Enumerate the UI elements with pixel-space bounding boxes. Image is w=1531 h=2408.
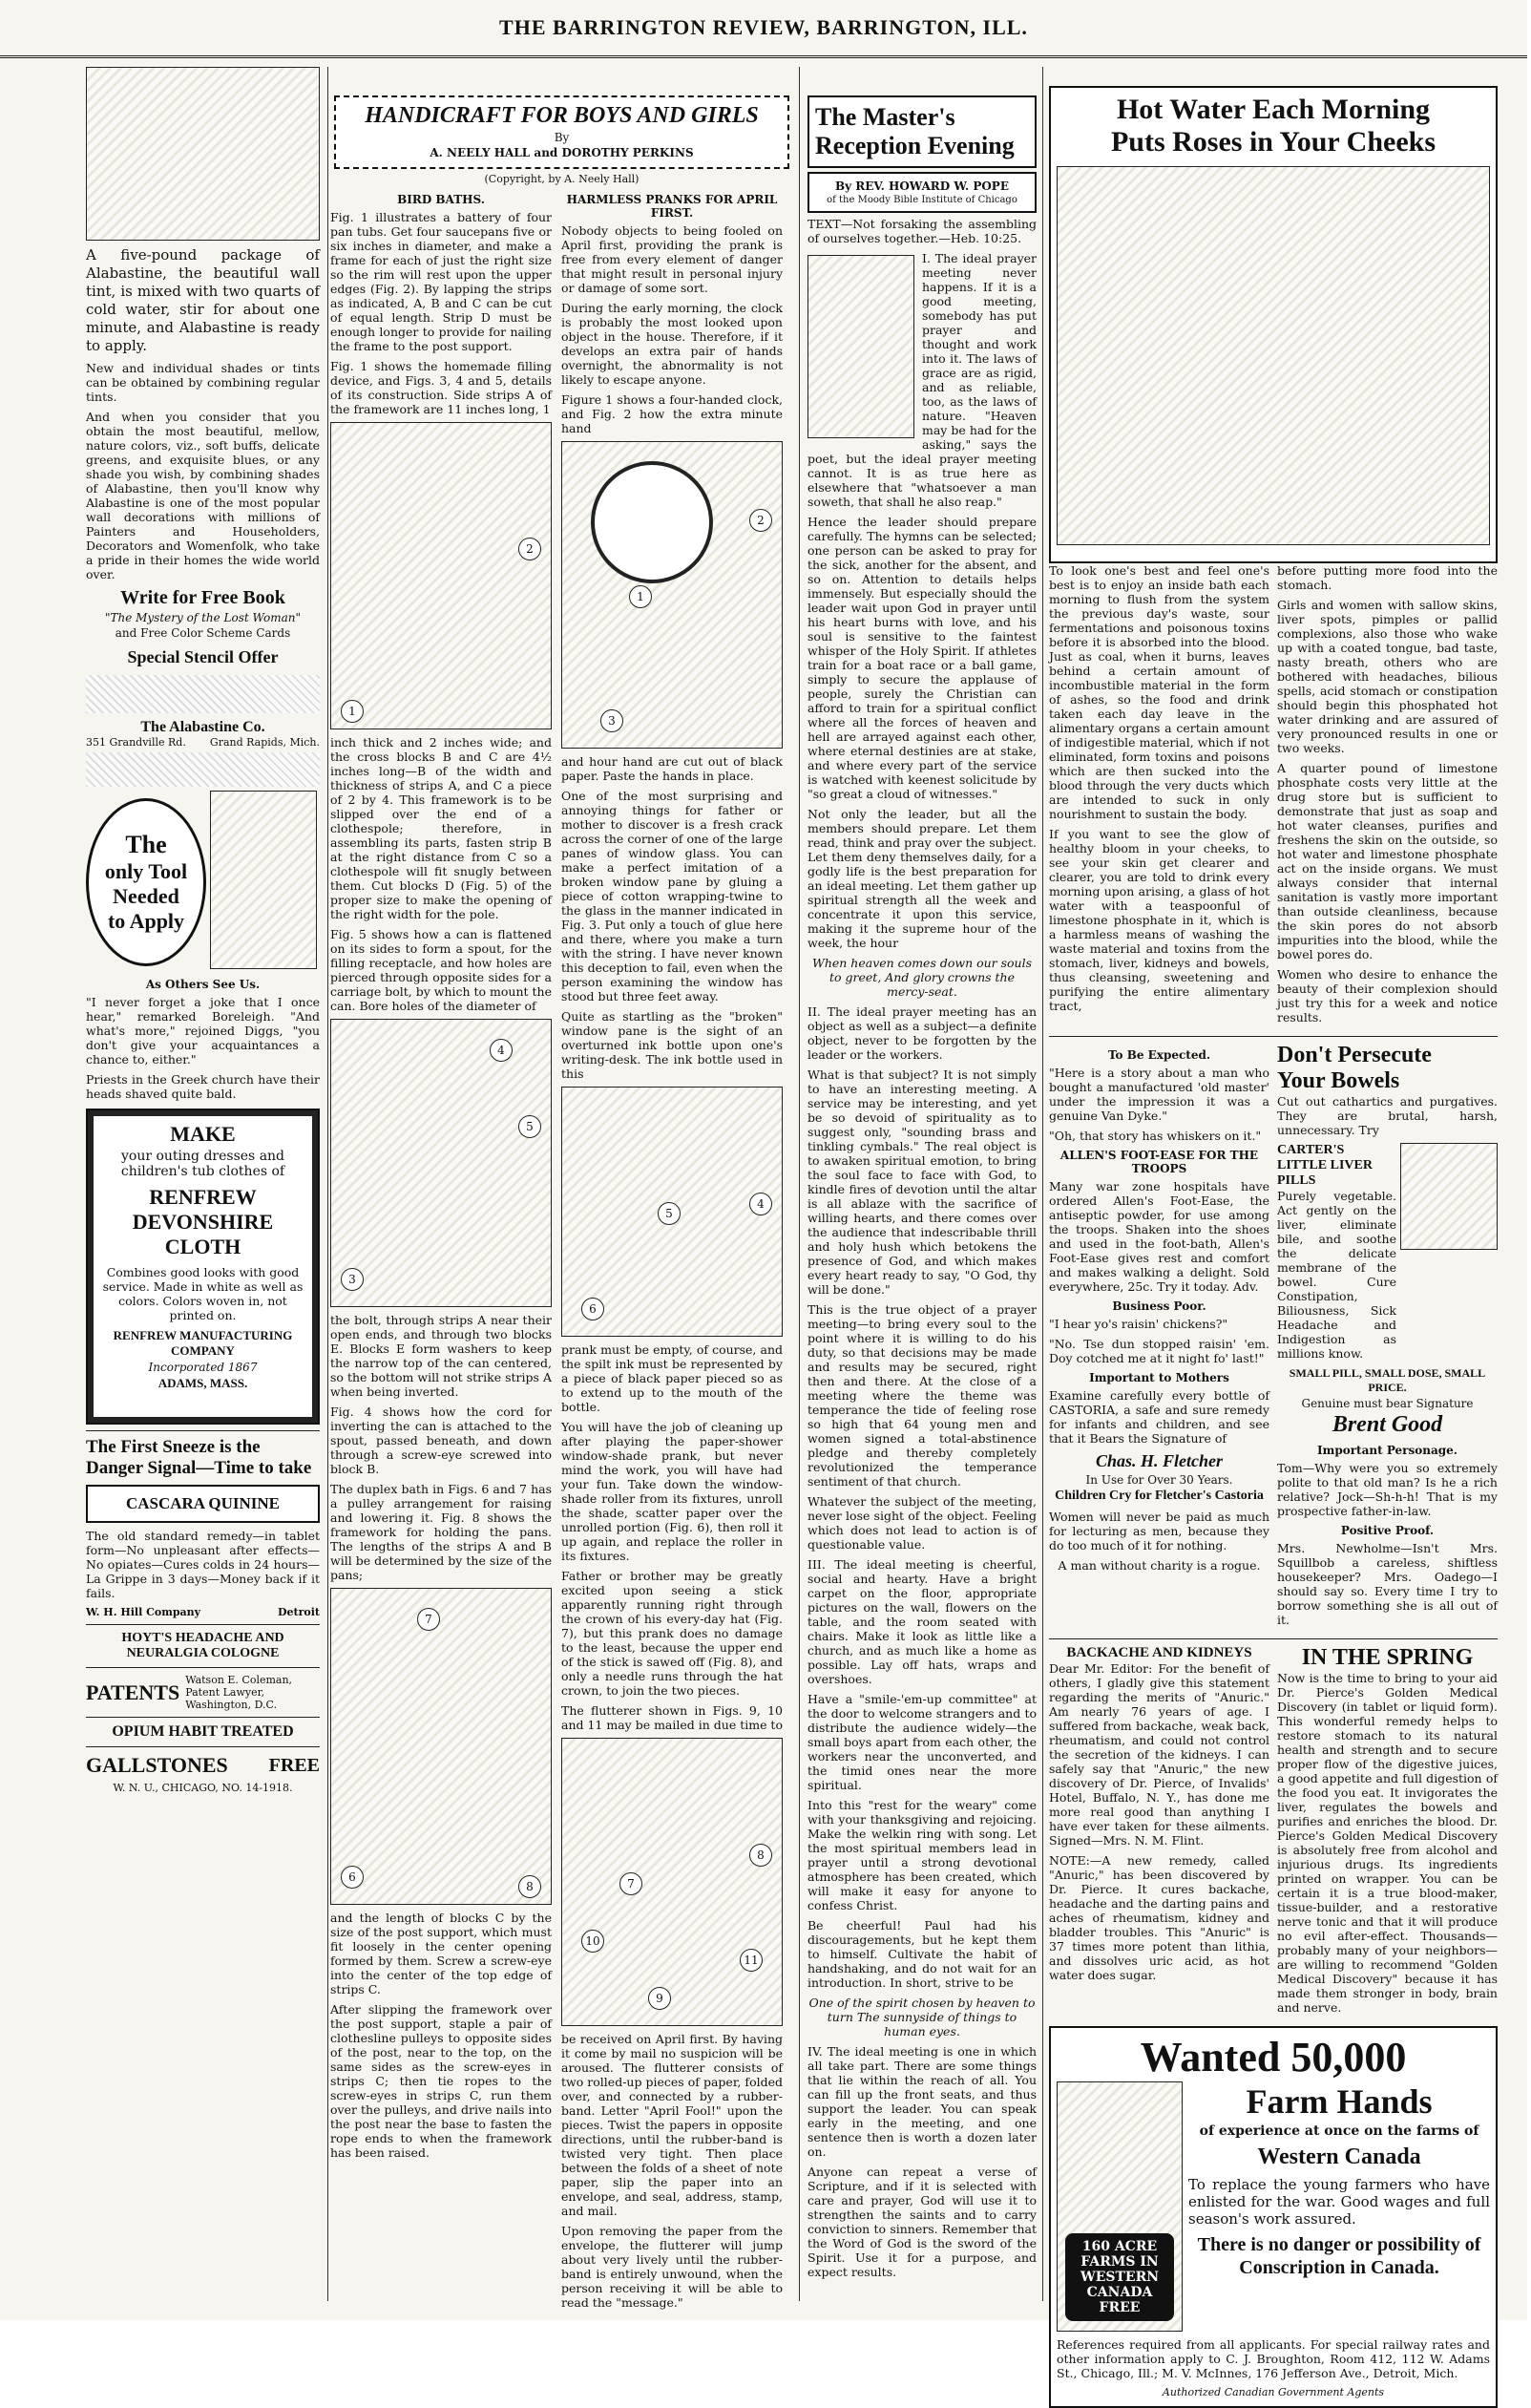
- patents-row: [86, 1674, 320, 1711]
- renfrew-make: MAKE: [170, 1122, 236, 1146]
- bird-baths-p2: Fig. 1 shows the homemade filling device, and Figs. 3, 4 and 5, details of its construction. Side strips A of the framework are 11 inches long, 1: [330, 359, 552, 416]
- stencil-offer: Special Stencil Offer: [127, 647, 279, 666]
- company-address: 351 Grandville Rd.: [86, 736, 186, 749]
- pranks-p16: Father or brother may be greatly excited upon seeing a stick apparently running right through the crown of his every-day hat (Fig. 7), but this prank does no damage to the least, because the upper end of the stick is sawed off (Fig. 8), and only a needle runs through the hat crown, to join the two pieces.: [561, 1569, 783, 1698]
- important-to-mothers: Important to Mothers: [1089, 1371, 1229, 1384]
- column-handicraft: [325, 67, 800, 2310]
- hill-city: Detroit: [277, 1606, 320, 1618]
- expected-1: "Here is a story about a man who bought a manufactured 'old master' under the impression it was a genuine Van Dyke.": [1049, 1066, 1269, 1123]
- pranks-p15: You will have the job of cleaning up after playing the paper-shower window-shade prank, but never mind the work, you will have had your fun. Take down the window-shade roller from its fixtures, unroll the shade, scatter paper over the unrolled portion (Fig. 6), then roll it up again, and replace the roller in its fixtures.: [561, 1420, 783, 1563]
- pranks-p14: prank must be empty, of course, and the spilt ink must be represented by a piece of black paper pieced so as to extend up to the mouth of the bottle.: [561, 1342, 783, 1414]
- sermon-p9: Have a "smile-'em-up committee" at the door to welcome strangers and to distribute the audience widely—the small boys apart from each other, the workers near the unconverted, and the timid ones near the more spiritual.: [807, 1692, 1037, 1792]
- children-cry: Children Cry for Fletcher's Castoria: [1055, 1489, 1264, 1503]
- pope-portrait: [807, 255, 914, 438]
- opium-habit: OPIUM HABIT TREATED: [112, 1723, 294, 1740]
- business-2: "No. Tse dun stopped raisin' 'em. Doy cotched me at it night fo' last!": [1049, 1337, 1269, 1365]
- handicraft-authors: A. NEELY HALL and DOROTHY PERKINS: [430, 146, 694, 159]
- handicraft-by: By: [554, 131, 570, 144]
- to-be-expected: To Be Expected.: [1107, 1048, 1211, 1062]
- bird-baths-p18: and the length of blocks C by the size of the post support, which must fit loosely in the center opening formed by them. Screw a screw-eye into the center of the top edge of strips C.: [330, 1911, 552, 1996]
- joke-boreleigh: "I never forget a joke that I once hear," remarked Boreleigh. "And what's more," rejoined Diggs, "you don't give your acquaintances a chance to, either.": [86, 995, 320, 1067]
- renfrew-city: ADAMS, MASS.: [157, 1376, 248, 1390]
- hot-water-p1: To look one's best and feel one's best is to enjoy an inside bath each morning to flush from the system the previous day's waste, sour fermentations and poisonous toxins before it is absorbed into the blood. Just as coal, when it burns, leaves behind a certain amount of incombustible material in the form of ashes, so the food and drink taken each day leave in the alimentary organs a certain amount of indigestible material, which if not eliminated, form toxins and poisons which are then sucked into the blood through the very ducts which are intended to suck in only nourishment to sustain the body.: [1049, 563, 1269, 821]
- farm-hands: Farm Hands: [1246, 2082, 1433, 2121]
- sermon-p13: Anyone can repeat a verse of Scripture, and if it is selected with care and prayer, God will use it to strengthen the saints and to carry conviction to sinners. Remember that the Word of God is the sword of the Spirit. Use it for a purpose, and expect results.: [807, 2165, 1037, 2279]
- cut-out-cathartics: Cut out cathartics and purgatives. They are brutal, harsh, unnecessary. Try: [1277, 1094, 1498, 1137]
- your-bowels: Your Bowels: [1277, 1068, 1400, 1093]
- in-use-30-years: In Use for Over 30 Years.: [1085, 1473, 1233, 1487]
- cascara-desc: The old standard remedy—in tablet form—No unpleasant after effects—No opiates—Cures colds in 24 hours—La Grippe in 3 days—Money back if it fails.: [86, 1529, 320, 1600]
- fig-bird-bath-3: 3 4 5: [330, 1019, 552, 1307]
- dont-persecute: Don't Persecute: [1277, 1043, 1432, 1067]
- fig-flutterer: 7 8 9 10 11: [561, 1738, 783, 2026]
- in-the-spring: IN THE SPRING: [1301, 1645, 1474, 1670]
- middle-ads-left: [1049, 1043, 1269, 1633]
- sermon-title: The Master's Reception Evening: [815, 103, 1015, 159]
- hot-water-ad: [1049, 86, 1498, 563]
- sermon-p8: III. The ideal meeting is cheerful, social and hearty. Have a bright carpet on the floor, appropriate pictures on the wall, flowers on the table, and the room seated with chairs. Make it look as little like a church, and as much like a home as possible. Lay off hats, wraps and overshoes.: [807, 1557, 1037, 1686]
- cascara-box: [86, 1485, 320, 1523]
- hot-water-col-b: [1277, 563, 1498, 1030]
- package-fine-print: [86, 752, 320, 787]
- bird-baths-p13: The duplex bath in Figs. 6 and 7 has a pulley arrangement for raising and lowering it. Fig. 8 shows the framework for holding the pans. The lengths of the strips A and B will be determined by the size of the pans;: [330, 1482, 552, 1582]
- gallstones-row: [86, 1753, 320, 1778]
- alabastine-text: A five-pound package of Alabastine, the beautiful wall tint, is mixed with two quarts of cold water, stir for about one minute, and Alabastine is ready to apply.: [86, 246, 320, 354]
- sermon-verse: When heaven comes down our souls to greet, And glory crowns the mercy-seat.: [811, 956, 1033, 999]
- as-others-see-us: As Others See Us.: [145, 978, 261, 991]
- backache-text: Dear Mr. Editor: For the benefit of others, I gladly give this statement regarding the merits of "Anuric." Am nearly 76 years of age. I suffered from backache, weak back, rheumatism, and could not control the secretion of the kidneys. I can safely say that "Anuric," the new discovery of Dr. Pierce, of Invalids' Hotel, Buffalo, N. Y., has done me more real good than anything I have ever taken for these ailments. Signed—Mrs. N. M. Flint.: [1049, 1661, 1269, 1848]
- pranks-p10: Quite as startling as the "broken" window pane is the sight of an overturned ink bottle upon one's writing-desk. The ink bottle used in this: [561, 1009, 783, 1081]
- masthead: [0, 0, 1527, 58]
- masthead-title: THE BARRINGTON REVIEW, BARRINGTON, ILL.: [499, 15, 1028, 39]
- sermon-institute: of the Moody Bible Institute of Chicago: [827, 195, 1017, 205]
- patents-lawyer: Watson E. Coleman, Patent Lawyer, Washington, D.C.: [185, 1674, 293, 1711]
- carters-pills: CARTER'S LITTLE LIVER PILLS: [1277, 1143, 1373, 1188]
- bird-baths-p11: the bolt, through strips A near their open ends, and through two blocks E. Blocks E form washers to keep the narrow top of the can centered, so the bottom will not strike strips A when being inverted.: [330, 1313, 552, 1399]
- positive-proof: Positive Proof.: [1340, 1524, 1435, 1537]
- hot-water-p4: Girls and women with sallow skins, liver spots, pimples or pallid complexions, also those who wake up with a coated tongue, bad taste, nasty breath, others who are bothered with headaches, bilious spells, acid stomach or constipation should begin this phosphated hot water drinking and are assured of very pronounced results in one or two weeks.: [1277, 598, 1498, 755]
- pranks-p3: Nobody objects to being fooled on April first, providing the prank is free from every element of danger that might result in personal injury or damage of some sort.: [561, 223, 783, 295]
- column-sermon: [802, 67, 1043, 2301]
- fig-ink-bottle: 4 5 6: [561, 1087, 783, 1337]
- fig-bird-bath-1: 1 2: [330, 422, 552, 729]
- hill-company: W. H. Hill Company: [86, 1606, 201, 1618]
- hill-row: [86, 1606, 320, 1618]
- only-tool-line-1: The: [125, 831, 167, 858]
- woman-drinking-image: [1057, 166, 1490, 545]
- middle-ads: [1049, 1043, 1498, 1633]
- replace-farmers: To replace the young farmers who have enlisted for the war. Good wages and full season's work assured.: [1188, 2176, 1490, 2228]
- brush-image: [210, 791, 317, 969]
- handicraft-header: [334, 95, 789, 169]
- sermon-p12: IV. The ideal meeting is one in which all take part. There are some things that lie within the reach of all. You can fill up the front seats, and thus support the leader. You can speak early in the meeting, and one sentence then is worth a dozen later on.: [807, 2044, 1037, 2159]
- wanted-50000: Wanted 50,000: [1140, 2034, 1407, 2081]
- pranks-p21: Upon removing the paper from the envelope, the flutterer will jump about very lively until the rubber-band is entirely unwound, when the person receiving it will be able to read the "message.": [561, 2224, 783, 2310]
- hot-water-col-a: [1049, 563, 1269, 1030]
- sermon-p10: Into this "rest for the weary" come with your thanksgiving and rejoicing. Make the welkin ring with song. Let the most spiritual members lead in prayer until a strong devotional atmosphere has been created, which will make it easy for anyone to confess Christ.: [807, 1798, 1037, 1912]
- sermon-p6: This is the true object of a prayer meeting—to bring every soul to the point where it is willing to do his duty, so that decisions may be made and results may be secured, right then and there. At the close of a meeting where the theme was temperance the tide of feeling rose so high that 64 young men and women signed a total-abstinence pledge and thereby completely revolutionized the temperance sentiment of that church.: [807, 1302, 1037, 1489]
- backache-kidneys: BACKACHE AND KIDNEYS: [1066, 1645, 1252, 1660]
- renfrew-incorporated: Incorporated 1867: [148, 1361, 258, 1374]
- bird-baths-p19: After slipping the framework over the post support, staple a pair of clothesline pulleys to opposite sides of the post, near to the top, on the same sides as the screw-eyes in strips C; then tie ropes to the screw-eyes in strips C, run them over the pulleys, and drive nails into the post near the base to fasten the rope ends to when the framework has been raised.: [330, 2002, 552, 2160]
- charity-rogue: A man without charity is a rogue.: [1058, 1558, 1261, 1573]
- hot-water-title-2: Puts Roses in Your Cheeks: [1110, 126, 1437, 158]
- pranks-p8: and hour hand are cut out of black paper. Paste the hands in place.: [561, 754, 783, 783]
- handicraft-title: HANDICRAFT FOR BOYS AND GIRLS: [365, 103, 759, 128]
- pranks-p4: During the early morning, the clock is probably the most looked upon object in the house. Therefore, if it develops an extra pair of hands overnight, the abnormality is not likely to escape anyone.: [561, 301, 783, 387]
- allens-foot-ease: ALLEN'S FOOT-EASE FOR THE TROOPS: [1059, 1149, 1259, 1175]
- wnu-footer: W. N. U., CHICAGO, NO. 14-1918.: [113, 1782, 293, 1794]
- renfrew-desc: Combines good looks with good service. Made in white as well as colors. Colors woven in, not printed on.: [102, 1265, 304, 1322]
- joke-priests: Priests in the Greek church have their heads shaved quite bald.: [86, 1072, 320, 1101]
- sermon-verse-2: One of the spirit chosen by heaven to turn The sunnyside of things to human eyes.: [808, 1996, 1036, 2038]
- canada-references: References required from all applicants. For special railway rates and other information apply to C. J. Broughton, Room 412, 112 W. Adams St., Chicago, Ill.; M. V. McInnes, 176 Jefferson Ave., Detroit, Mich.: [1057, 2337, 1490, 2380]
- important-personage: Important Personage.: [1317, 1444, 1458, 1457]
- renfrew-name: RENFREW DEVONSHIRE CLOTH: [132, 1185, 274, 1258]
- personage-text: Tom—Why were you so extremely polite to that old man? Is he a rich relative? Jock—Sh-h-h! That is my prospective father-in-law.: [1277, 1461, 1498, 1518]
- company-city: Grand Rapids, Mich.: [209, 736, 320, 749]
- sermon-p4: II. The ideal prayer meeting has an object as well as a subject—a definite object, never to be forgotten by the leader or the workers.: [807, 1004, 1037, 1062]
- bird-baths-heading: BIRD BATHS.: [397, 193, 485, 206]
- backache-note: NOTE:—A new remedy, called "Anuric," has been discovered by Dr. Pierce. It cures backache, headache and the darting pains and aches of rheumatism, kidney and bladder troubles. This "Anuric" is 37 times more potent than lithia, and dissolves uric acid, as hot water does sugar.: [1049, 1853, 1269, 1982]
- only-tool-line-3: Needed: [113, 884, 179, 908]
- hot-water-title-1: Hot Water Each Morning: [1116, 94, 1431, 125]
- pranks-heading: HARMLESS PRANKS FOR APRIL FIRST.: [566, 193, 778, 220]
- cascara-quinine: CASCARA QUININE: [125, 1494, 281, 1512]
- sermon-p5: What is that subject? It is not simply to have an interesting meeting. A service may be interesting, and yet be so devoid of spirituality as to suggest only, "sounding brass and tinkling cymbals." The real object is to awaken spiritual emotion, to bring the soul face to face with God, to kindle fires of devotion until the altar is all ablaze with the sacrifice of willing hearts, and there comes over the audience that indescribable thrill and holy hush which betokens the presence of God, and which makes every heart ready to say, "O God, thy will be done.": [807, 1067, 1037, 1297]
- no-conscription: There is no danger or possibility of Conscription in Canada.: [1197, 2234, 1481, 2278]
- carters-desc: Purely vegetable. Act gently on the liver, eliminate bile, and soothe the delicate membrane of the bowel. Cure Constipation, Biliousness, Sick Headache and Indigestion as millions know.: [1277, 1189, 1396, 1361]
- clock-face-icon: [591, 461, 713, 583]
- gallstones: GALLSTONES: [86, 1753, 228, 1777]
- bird-baths-p6: inch thick and 2 inches wide; and the cross blocks B and C are 4½ inches long—B of the width and thickness of strips A, and C a piece of 2 by 4. This framework is to be slipped over the end of a clothespole; therefore, in assembling its parts, fasten strip B at the right distance from C so a clothespole will fit snugly between them. Cut blocks D (Fig. 5) of the proper size to make the opening of the right width for the pole.: [330, 735, 552, 921]
- hot-water-p5: A quarter pound of limestone phosphate costs very little at the drug store but is sufficient to demonstrate that just as soap and hot water cleanses, purifies and freshens the skin on the outside, so hot water and limestone phosphate act on the inside organs. We must always consider that internal sanitation is vastly more important than outside cleanliness, because the skin pores do not absorb impurities into the blood, while the bowel pores do.: [1277, 761, 1498, 961]
- canada-agents: Authorized Canadian Government Agents: [1162, 2386, 1385, 2398]
- hot-water-p2: If you want to see the glow of healthy bloom in your cheeks, to see your skin get clearer and clearer, you are told to drink every morning upon arising, a glass of hot water with a teaspoonful of limestone phosphate in it, which is a harmless means of washing the waste material and toxins from the stomach, liver, kidneys and bowels, thus cleansing, sweetening and purifying the entire alimentary tract,: [1049, 827, 1269, 1013]
- hot-water-p3: before putting more food into the stomach.: [1277, 563, 1498, 592]
- color-scheme-cards: and Free Color Scheme Cards: [115, 626, 291, 640]
- sermon-text: TEXT—Not forsaking the assembling of ourselves together.—Heb. 10:25.: [807, 217, 1037, 245]
- carters-row: [1277, 1143, 1498, 1366]
- pranks-p17: The flutterer shown in Figs. 9, 10 and 11 may be mailed in due time to: [561, 1703, 783, 1732]
- business-poor: Business Poor.: [1112, 1299, 1206, 1313]
- sermon-p1: I. The ideal prayer meeting never happens. If it is a good meeting, somebody has put prayer and thought and work into it. The laws of grace are as rigid, and as reliable, too, as the laws of nature. "Heaven may be had for the asking," says the poet, but the ideal prayer meeting cannot. It is as true here as elsewhere that "whatsoever a man soweth, that shall he also reap.": [807, 251, 1037, 509]
- sermon-byline-box: [807, 172, 1037, 213]
- alabastine-company: The Alabastine Co.: [140, 719, 265, 735]
- first-sneeze-headline: The First Sneeze is the Danger Signal—Time to take: [86, 1437, 312, 1478]
- alabastine-package-image: [86, 67, 320, 241]
- only-tool-line-2: only Tool: [104, 859, 188, 883]
- renfrew-ad: [86, 1109, 320, 1425]
- expected-2: "Oh, that story has whiskers on it.": [1049, 1129, 1262, 1143]
- sermon-header: [807, 95, 1037, 168]
- lower-ads-right: [1277, 1645, 1498, 2020]
- handicraft-right: [561, 187, 783, 2315]
- allens-text: Many war zone hospitals have ordered Allen's Foot-Ease, the antiseptic powder, for use among the troops. Shaken into the shoes and used in the foot-bath, Allen's Foot-Ease gives rest and comfort and makes walking a delight. Sold everywhere, 25c. Try it today. Adv.: [1049, 1179, 1269, 1294]
- canada-text: [1188, 2081, 1490, 2332]
- sermon-p11: Be cheerful! Paul had his discouragements, but he kept them to himself. Cultivate the habit of handshaking, and do not wait for an introduction. In short, strive to be: [807, 1918, 1037, 1990]
- gallstones-free: FREE: [268, 1754, 320, 1776]
- alabastine-text-2: New and individual shades or tints can be obtained by combining regular tints.: [86, 361, 320, 404]
- only-tool-line-4: to Apply: [107, 909, 185, 933]
- stencil-fine-print: [86, 675, 320, 713]
- lower-ads: [1049, 1645, 1498, 2020]
- hoyt-cologne: HOYT'S HEADACHE AND NEURALGIA COLOGNE: [121, 1631, 284, 1660]
- free-farms-badge: 160 ACRE FARMS IN WESTERN CANADA FREE: [1065, 2233, 1174, 2321]
- genuine-signature: Genuine must bear Signature: [1301, 1397, 1474, 1410]
- sermon-p3: Not only the leader, but all the members should prepare. Let them read, think and pray over the subject. Let them deny themselves daily, for a godly life is the best preparation for an ideal meeting. Let them gather up spiritual strength all the week and concentrate it upon this service, making it the supreme hour of the week, the hour: [807, 807, 1037, 950]
- patents: PATENTS: [86, 1679, 180, 1704]
- experience-at-once: of experience at once on the farms of: [1199, 2123, 1479, 2139]
- pranks-p9: One of the most surprising and annoying things for father or mother to discover is a fresh crack across the corner of one of the large panes of window glass. You can make a perfect imitation of a broken window pane by gluing a piece of cotton wrapping-twine to the glass in the manner indicated in Fig. 3. Put only a touch of glue here and there, where you make a turn with the string. I have never known this deception to fail, even when the person examining the window has stood but three feet away.: [561, 789, 783, 1003]
- bird-baths-p7: Fig. 5 shows how a can is flattened on its sides to form a spout, for the filling receptacle, and how holes are pierced through opposite sides for a carriage bolt, by which to mount the can. Bore holes of the diameter of: [330, 927, 553, 1013]
- company-address-row: [86, 736, 320, 749]
- renfrew-line: your outing dresses and children's tub clothes of: [120, 1149, 285, 1179]
- sermon-p7: Whatever the subject of the meeting, never lose sight of the object. Feeling which does not lead to action is of questionable value.: [807, 1494, 1037, 1552]
- small-pill: SMALL PILL, SMALL DOSE, SMALL PRICE.: [1289, 1366, 1486, 1394]
- column-ads-right: [1045, 67, 1531, 2398]
- lower-ads-left: [1049, 1645, 1269, 2020]
- fig-bird-bath-6: 6 7 8: [330, 1588, 552, 1905]
- renfrew-company: RENFREW MANUFACTURING COMPANY: [113, 1328, 293, 1358]
- brent-good-signature: Brent Good: [1332, 1412, 1443, 1437]
- only-tool-circle: [86, 798, 206, 966]
- pranks-p5: Figure 1 shows a four-handed clock, and Fig. 2 how the extra minute hand: [561, 392, 783, 435]
- bird-baths-p12: Fig. 4 shows how the cord for inverting the can is attached to the spout, passed beneath, and down through a screw-eye screwed into block B.: [330, 1405, 552, 1476]
- crow-and-box-image: [1400, 1143, 1498, 1250]
- business-1: "I hear yo's raisin' chickens?": [1049, 1317, 1228, 1331]
- alabastine-text-3: And when you consider that you obtain the most beautiful, mellow, nature colors, viz., soft buffs, delicate greens, and exquisite blues, or any shade you wish, by combining shades of Alabastine, then you'll know why Alabastine is one of the most popular wall decorations with millions of Painters and Householders, Decorators and Womenfolk, who take a pride in their homes the wide world over.: [86, 410, 320, 581]
- handicraft-copyright: (Copyright, by A. Neely Hall): [484, 173, 640, 185]
- middle-ads-right: [1277, 1043, 1498, 1633]
- sermon-p2: Hence the leader should prepare carefully. The hymns can be selected; one person can be asked to pray for the sick, another for the absent, and so on. Attention to details helps immensely. But especially should the leader wait upon God in prayer until his heart burns with love, and his soul is sensitive to the faintest whisper of the Holy Spirit. If athletes train for a boat race or a ball game, simply to secure the applause of people, surely the Christian can afford to train for a spiritual conflict where all the forces of heaven and hell are arrayed against each other, where eternal destinies are at stake, and where every part of the service is watched with keenest solicitude by "so great a cloud of witnesses.": [807, 515, 1037, 801]
- women-lecturing: Women will never be paid as much for lecturing as men, because they do too much of it for nothing.: [1049, 1510, 1269, 1553]
- mothers-text: Examine carefully every bottle of CASTORIA, a safe and sure remedy for infants and children, and see that it Bears the Signature of: [1049, 1388, 1269, 1446]
- western-canada-ad: [1049, 2026, 1498, 2408]
- fletcher-signature: Chas. H. Fletcher: [1095, 1451, 1223, 1470]
- handicraft-left: [330, 187, 552, 2315]
- spring-text: Now is the time to bring to your aid Dr. Pierce's Golden Medical Discovery (in tablet or liquid form). This wonderful remedy helps to restore stomach to its natural health and strength and to secure proper flow of the digestive juices, a good appetite and full digestion of the food you eat. It invigorates the liver, regulates the bowels and purifies and enriches the blood. Dr. Pierce's Golden Medical Discovery is absolutely free from alcohol and injurious drugs. Its ingredients printed on wrapper. You can be certain it is a true blood-maker, tissue-builder, and a restorative nerve tonic and that it will produce no evil after-effect. Thousands—probably many of your neighbors—are willing to recommend "Golden Medical Discovery" because it has made them stronger in body, brain and nerve.: [1277, 1671, 1498, 2015]
- book-title: "The Mystery of the Lost Woman": [104, 611, 302, 624]
- bird-baths-p1: Fig. 1 illustrates a battery of four pan tubs. Get four saucepans five or six inches in diameter, and make a frame for each of just the right size so the rim will rest upon the upper edges (Fig. 2). By lapping the strips as indicated, A, B and C can be cut of equal length. Strip D must be enough longer to provide for nailing the frame to the post support.: [330, 210, 552, 353]
- canada-body: [1057, 2081, 1490, 2332]
- hot-water-p6: Women who desire to enhance the beauty of their complexion should just try this for a week and notice results.: [1277, 967, 1498, 1024]
- woman-with-wheat-image: [1057, 2081, 1183, 2332]
- western-canada: Western Canada: [1257, 2144, 1421, 2169]
- only-tool-graphic: [86, 791, 320, 972]
- proof-text: Mrs. Newholme—Isn't Mrs. Squillbob a careless, shiftless housekeeper? Mrs. Oadego—I should say so. Every time I try to borrow something she is all out of it.: [1277, 1541, 1498, 1627]
- sermon-author: By REV. HOWARD W. POPE: [835, 180, 1009, 193]
- fig-clock: 1 2 3: [561, 441, 783, 749]
- pranks-p20: be received on April first. By having it come by mail no suspicion will be aroused. The flutterer consists of two rolled-up pieces of paper, folded over, and connected by a rubber-band. Letter "April Fool!" upon the pieces. Twist the papers in opposite directions, until the rubber-band is twisted very tight. Then place between the folds of a sheet of note paper, slip the paper into an envelope, and seal, address, stamp, and mail.: [561, 2032, 783, 2218]
- hot-water-body: [1049, 563, 1498, 1030]
- column-ads-left: [86, 67, 328, 2301]
- write-for-free-book: Write for Free Book: [120, 587, 285, 608]
- handicraft-columns: [330, 187, 793, 2315]
